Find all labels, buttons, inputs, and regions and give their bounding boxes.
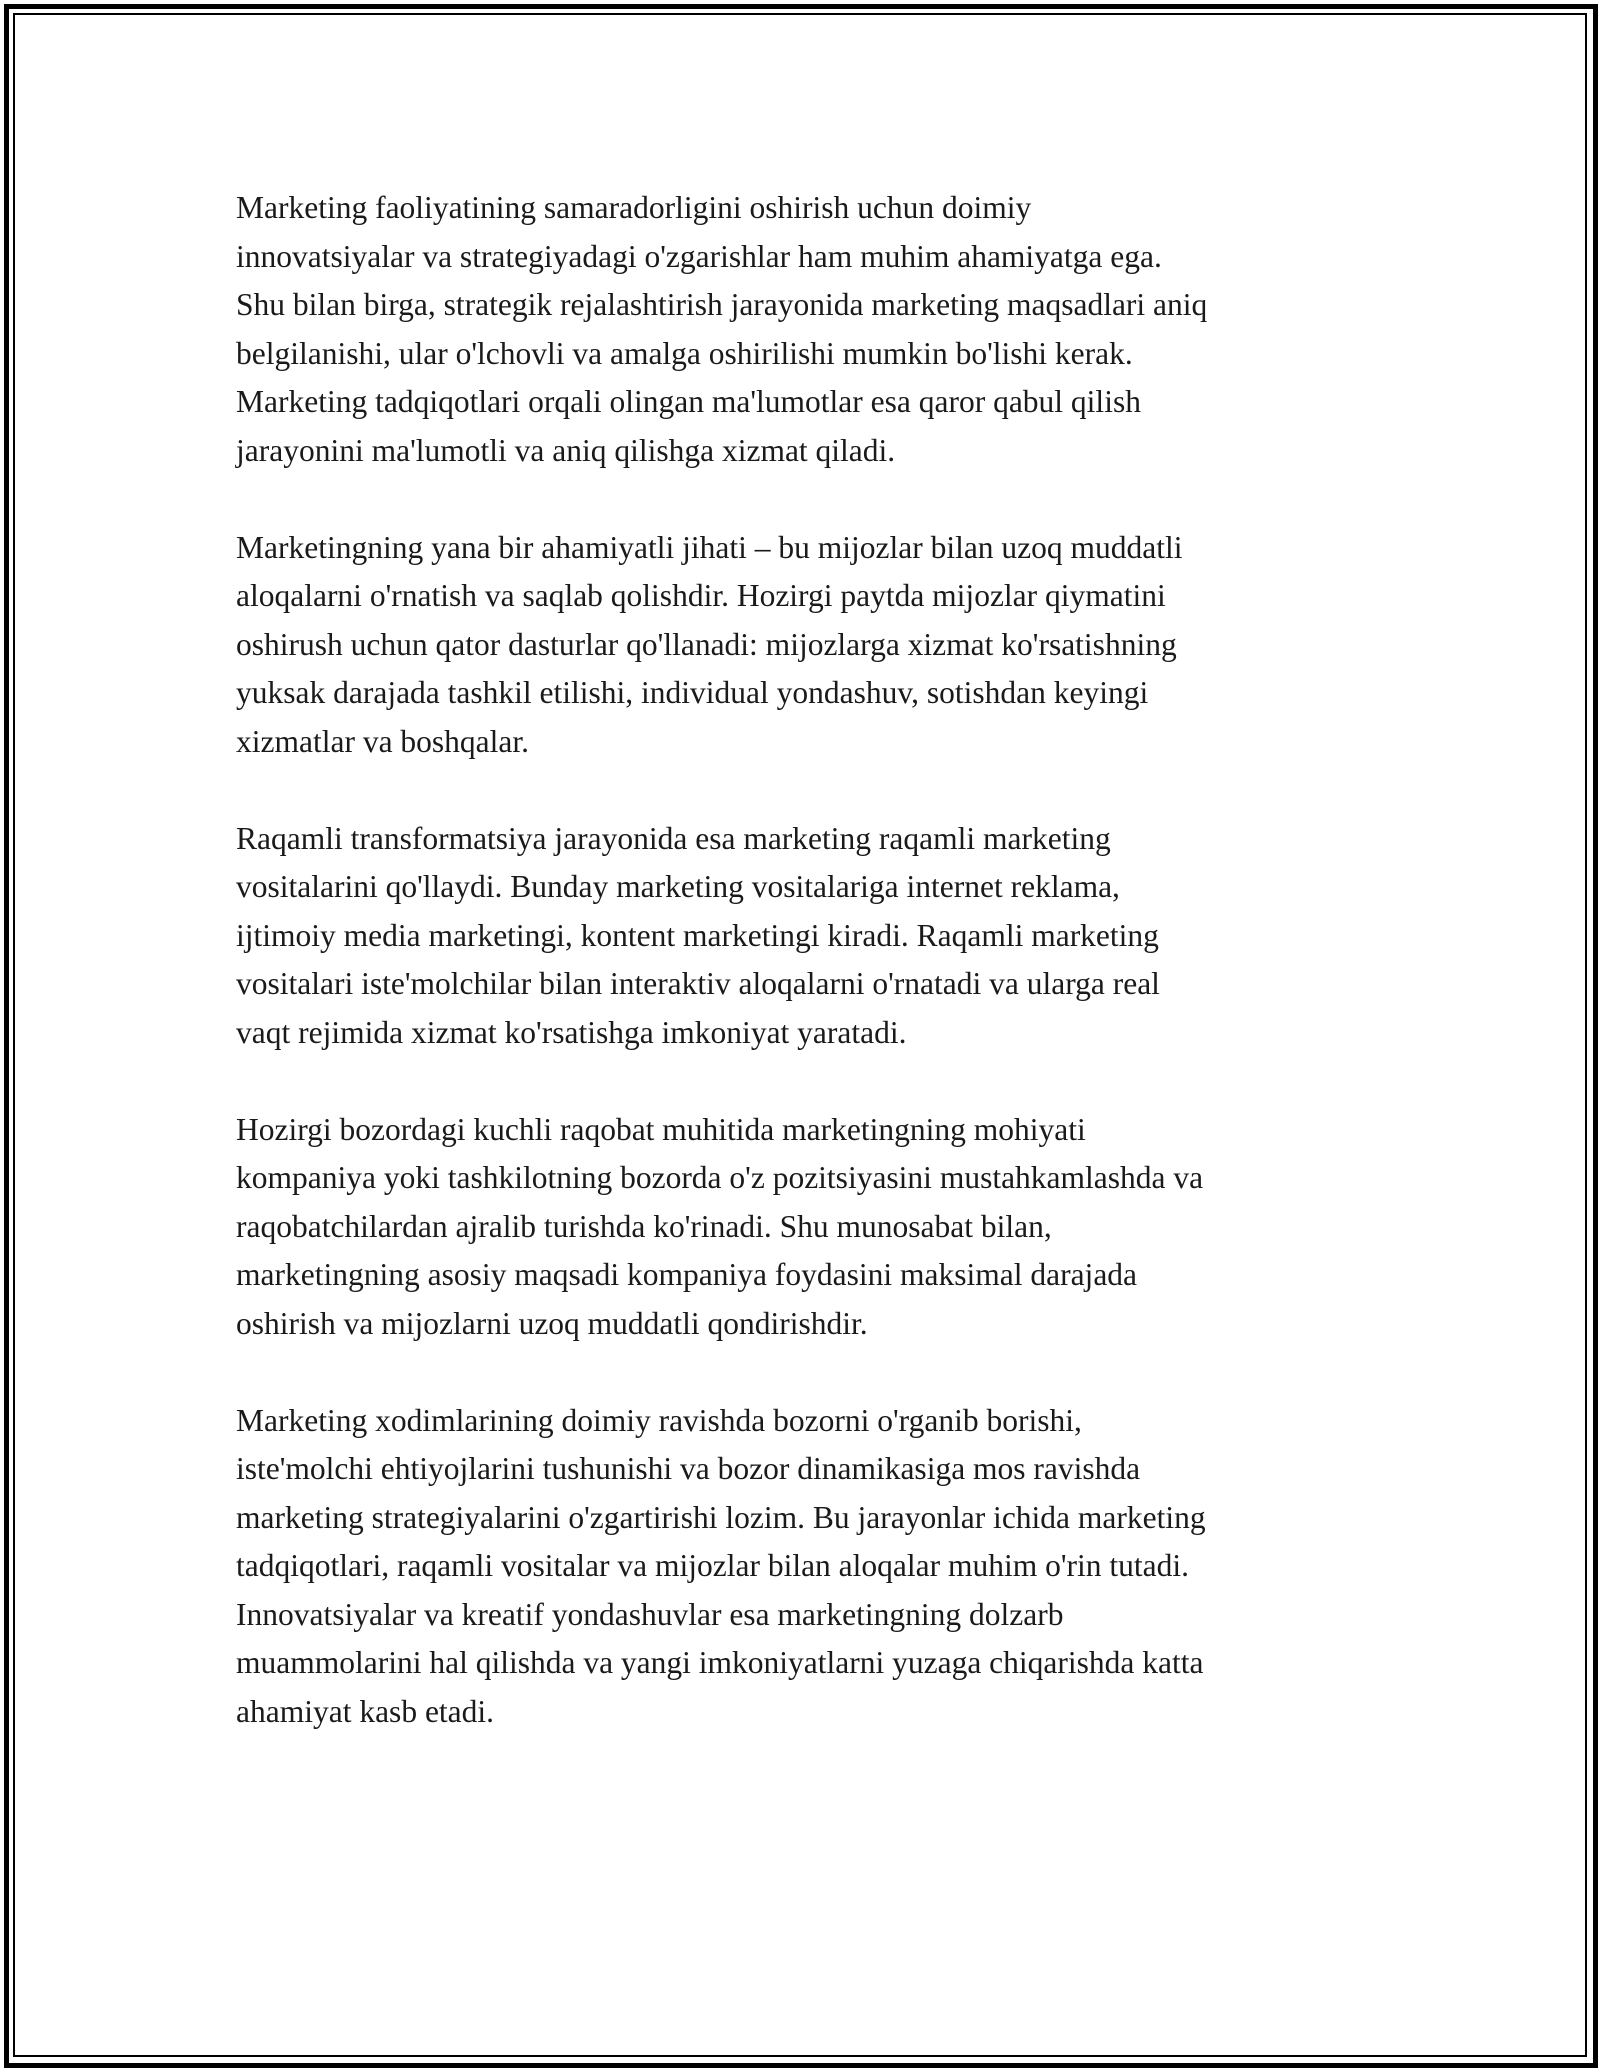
text-line: marketing strategiyalarini o'zgartirishi lozim. Bu jarayonlar ichida marketing xyxy=(236,1499,1206,1535)
text-line: Marketingning yana bir ahamiyatli jihati – bu mijozlar bilan uzoq muddatli xyxy=(236,529,1183,565)
text-line: ijtimoiy media marketingi, kontent marketingi kiradi. Raqamli marketing xyxy=(236,917,1159,953)
paragraph-2 xyxy=(236,524,1386,767)
text-line: aloqalarni o'rnatish va saqlab qolishdir. Hozirgi paytda mijozlar qiymatini xyxy=(236,578,1166,613)
text-line: jarayonini ma'lumotli va aniq qilishga xizmat qiladi. xyxy=(236,432,896,468)
text-line: Innovatsiyalar va kreatif yondashuvlar esa marketingning dolzarb xyxy=(236,1596,1064,1632)
paragraph-4 xyxy=(236,1106,1386,1349)
text-line: Raqamli transformatsiya jarayonida esa marketing raqamli marketing xyxy=(236,820,1111,856)
paragraph-1 xyxy=(236,184,1386,475)
text-line: oshirish va mijozlarni uzoq muddatli qondirishdir. xyxy=(236,1305,868,1341)
text-line: Marketing tadqiqotlari orqali olingan ma'lumotlar esa qaror qabul qilish xyxy=(236,384,1141,419)
text-line: innovatsiyalar va strategiyadagi o'zgarishlar ham muhim ahamiyatga ega. xyxy=(236,238,1162,274)
text-line: Hozirgi bozordagi kuchli raqobat muhitida marketingning mohiyati xyxy=(236,1111,1086,1147)
text-line: Marketing xodimlarining doimiy ravishda bozorni o'rganib borishi, xyxy=(236,1402,1082,1438)
paragraph-5 xyxy=(236,1397,1386,1737)
text-line: belgilanishi, ular o'lchovli va amalga oshirilishi mumkin bo'lishi kerak. xyxy=(236,335,1133,371)
text-line: raqobatchilardan ajralib turishda ko'rinadi. Shu munosabat bilan, xyxy=(236,1208,1052,1244)
paragraph-3 xyxy=(236,815,1386,1058)
text-line: marketingning asosiy maqsadi kompaniya foydasini maksimal darajada xyxy=(236,1257,1138,1292)
text-line: vaqt rejimida xizmat ko'rsatishga imkoniyat yaratadi. xyxy=(236,1014,907,1050)
text-line: iste'molchi ehtiyojlarini tushunishi va bozor dinamikasiga mos ravishda xyxy=(236,1451,1141,1486)
document-body xyxy=(236,184,1386,1785)
text-line: vositalari iste'molchilar bilan interaktiv aloqalarni o'rnatadi va ularga real xyxy=(236,966,1160,1001)
text-line: xizmatlar va boshqalar. xyxy=(236,723,530,759)
text-line: vositalarini qo'llaydi. Bunday marketing vositalariga internet reklama, xyxy=(236,869,1120,904)
text-line: yuksak darajada tashkil etilishi, individual yondashuv, sotishdan keyingi xyxy=(236,675,1149,710)
text-line: ahamiyat kasb etadi. xyxy=(236,1693,495,1729)
text-line: tadqiqotlari, raqamli vositalar va mijozlar bilan aloqalar muhim o'rin tutadi. xyxy=(236,1548,1190,1583)
text-line: oshirush uchun qator dasturlar qo'llanadi: mijozlarga xizmat ko'rsatishning xyxy=(236,626,1177,662)
text-line: muammolarini hal qilishda va yangi imkoniyatlarni yuzaga chiqarishda katta xyxy=(236,1645,1204,1680)
text-line: Marketing faoliyatining samaradorligini oshirish uchun doimiy xyxy=(236,190,1032,225)
text-line: kompaniya yoki tashkilotning bozorda o'z pozitsiyasini mustahkamlashda va xyxy=(236,1160,1204,1195)
text-line: Shu bilan birga, strategik rejalashtirish jarayonida marketing maqsadlari aniq xyxy=(236,287,1208,322)
